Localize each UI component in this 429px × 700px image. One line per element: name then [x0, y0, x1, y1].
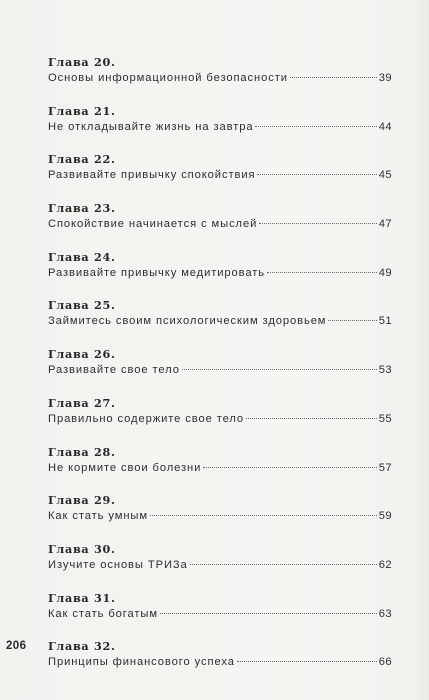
- chapter-title: Развивайте привычку спокойствия: [48, 169, 256, 182]
- page-edge-shadow: [415, 0, 429, 700]
- dot-leader: [203, 466, 376, 468]
- toc-entry: [48, 103, 392, 152]
- page-ref: 63: [378, 607, 392, 620]
- chapter-heading: Глава 28.: [48, 444, 116, 459]
- dot-leader: [190, 563, 377, 565]
- dot-leader: [150, 514, 377, 516]
- chapter-title: Развивайте привычку медитировать: [48, 266, 265, 279]
- dot-leader: [257, 173, 376, 175]
- page-ref: 66: [378, 656, 392, 669]
- dot-leader: [267, 271, 377, 273]
- toc-entry: [48, 297, 392, 346]
- page-ref: 55: [378, 412, 392, 425]
- page-ref: 45: [378, 169, 392, 182]
- toc-line: [48, 508, 392, 525]
- toc-line: [48, 557, 392, 574]
- toc-entry: [48, 444, 392, 493]
- dot-leader: [246, 417, 377, 419]
- chapter-title: Займитесь своим психологическим здоровьем: [48, 315, 327, 328]
- dot-leader: [237, 660, 377, 662]
- dot-leader: [290, 76, 377, 78]
- dot-leader: [259, 222, 376, 224]
- toc-entry: [48, 395, 392, 444]
- toc-line: [48, 216, 392, 233]
- chapter-heading: Глава 30.: [48, 541, 116, 556]
- toc-entry: [48, 492, 392, 541]
- toc-entry: [48, 590, 392, 639]
- chapter-heading: Глава 31.: [48, 590, 116, 605]
- toc-line: [48, 460, 392, 477]
- page-ref: 62: [378, 558, 392, 571]
- toc-entry: [48, 638, 392, 687]
- toc-line: [48, 265, 392, 282]
- chapter-heading: Глава 25.: [48, 298, 116, 313]
- chapter-heading: Глава 24.: [48, 249, 116, 264]
- toc-line: [48, 411, 392, 428]
- chapter-heading: Глава 21.: [48, 103, 116, 118]
- toc-line: [48, 119, 392, 136]
- toc-line: [48, 606, 392, 623]
- page-ref: 39: [378, 72, 392, 84]
- toc-entry: [48, 541, 392, 590]
- chapter-heading: Глава 26.: [48, 347, 116, 362]
- toc-line: [48, 313, 392, 330]
- chapter-title: Изучите основы ТРИЗа: [48, 558, 188, 571]
- dot-leader: [328, 319, 376, 321]
- chapter-title: Как стать богатым: [48, 607, 158, 620]
- toc-entry: [48, 249, 392, 298]
- page-ref: 59: [378, 510, 392, 523]
- dot-leader: [160, 612, 377, 614]
- page-ref: 47: [378, 218, 392, 231]
- chapter-heading: Глава 27.: [48, 395, 116, 410]
- chapter-title: Как стать умным: [48, 510, 148, 523]
- toc-entry: [48, 346, 392, 395]
- page-ref: 53: [378, 364, 392, 377]
- dot-leader: [255, 125, 376, 127]
- chapter-title: Правильно содержите свое тело: [48, 412, 245, 425]
- toc-line: [48, 654, 392, 671]
- toc-entry: [48, 151, 392, 200]
- toc-line: [48, 167, 392, 184]
- toc-entry: [48, 200, 392, 249]
- chapter-title: Спокойствие начинается с мыслей: [48, 218, 258, 231]
- toc-entry: [48, 54, 392, 103]
- chapter-title: Не кормите свои болезни: [48, 461, 202, 474]
- chapter-title: Не откладывайте жизнь на завтра: [48, 120, 254, 133]
- chapter-title: Развивайте свое тело: [48, 364, 180, 377]
- toc-line: [48, 70, 392, 87]
- chapter-heading: Глава 23.: [48, 201, 116, 216]
- chapter-heading: Глава 32.: [48, 639, 116, 654]
- page-ref: 51: [378, 315, 392, 328]
- chapter-heading: Глава 29.: [48, 493, 116, 508]
- page-number: 206: [6, 640, 27, 652]
- dot-leader: [182, 368, 377, 370]
- page-ref: 49: [378, 266, 392, 279]
- chapter-heading: Глава 22.: [48, 152, 116, 167]
- chapter-title: Основы информационной безопасности: [48, 72, 288, 84]
- chapter-heading: Глава 20.: [48, 55, 116, 69]
- page-ref: 44: [378, 120, 392, 133]
- table-of-contents: [48, 54, 392, 687]
- chapter-title: Принципы финансового успеха: [48, 656, 235, 669]
- page-ref: 57: [378, 461, 392, 474]
- toc-line: [48, 362, 392, 379]
